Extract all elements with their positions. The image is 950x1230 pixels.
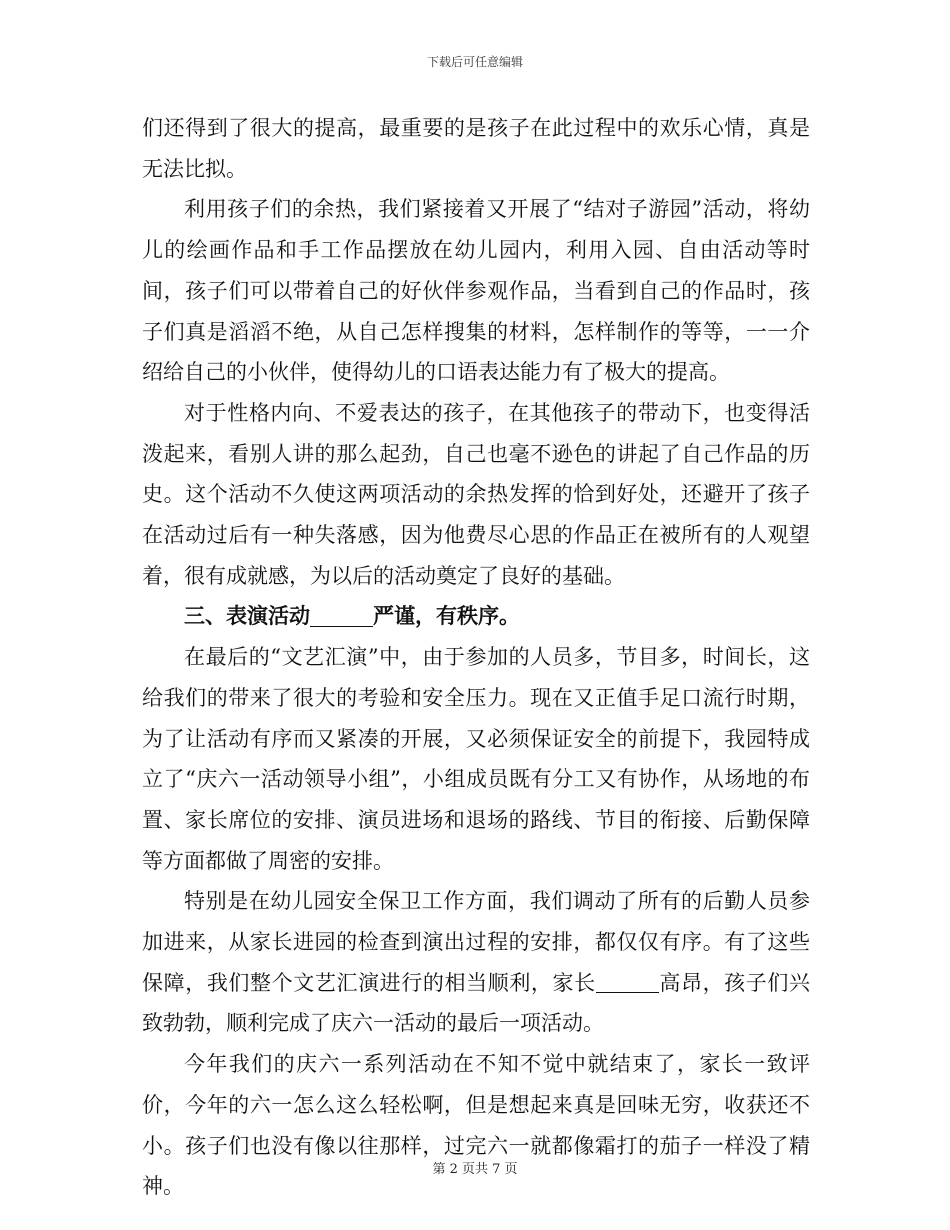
section-heading-part-a: 三、表演活动 <box>184 603 310 629</box>
paragraph-1: 们还得到了很大的提高，最重要的是孩子在此过程中的欢乐心情，真是无法比拟。 <box>142 116 810 181</box>
section-heading-part-b: 严谨，有秩序。 <box>373 603 520 629</box>
document-body <box>142 108 810 1207</box>
blank-line <box>596 971 659 993</box>
blank-line <box>310 605 373 627</box>
paragraph-4: 在最后的“文艺汇演”中，由于参加的人员多，节目多，时间长，这给我们的带来了很大的考验和安全压力。现在又正值手足口流行时期，为了让活动有序而又紧凑的开展，又必须保证安全的前提下，我园特成立了“庆六一活动领导小组”，小组成员既有分工又有协作，从场地的布置、家长席位的安排、演员进场和退场的路线、节目的衔接、后勤保障等方面都做了周密的安排。 <box>142 645 810 873</box>
page-header: 下载后可任意编辑 <box>426 55 523 69</box>
page-footer: 第 2 页共 7 页 <box>432 1162 518 1177</box>
paragraph-6: 今年我们的庆六一系列活动在不知不觉中就结束了，家长一致评价，今年的六一怎么这么轻松啊，但是想起来真是回味无穷，收获还不小。孩子们也没有像以往那样，过完六一就都像霜打的茄子一样没了精神。 <box>142 1052 810 1199</box>
paragraph-2: 利用孩子们的余热，我们紧接着又开展了“结对子游园”活动，将幼儿的绘画作品和手工作品摆放在幼儿园内，利用入园、自由活动等时间，孩子们可以带着自己的好伙伴参观作品，当看到自己的作品时，孩子们真是滔滔不绝，从自己怎样搜集的材料，怎样制作的等等，一一介绍给自己的小伙伴，使得幼儿的口语表达能力有了极大的提高。 <box>142 197 810 385</box>
paragraph-5-part-a: 特别是在幼儿园安全保卫工作方面，我们调动了所有的后勤人员参加进来，从家长进园的检查到演出过程的安排，都仅仅有序。有了这些保障，我们整个文艺汇演进行的相当顺利，家长 <box>142 889 810 995</box>
paragraph-5 <box>142 881 810 1044</box>
section-heading <box>142 596 810 637</box>
paragraph-3: 对于性格内向、不爱表达的孩子，在其他孩子的带动下，也变得活泼起来，看别人讲的那么起劲，自己也毫不逊色的讲起了自己作品的历史。这个活动不久使这两项活动的余热发挥的恰到好处，还避开了孩子在活动过后有一种失落感，因为他费尽心思的作品正在被所有的人观望着，很有成就感，为以后的活动奠定了良好的基础。 <box>142 400 810 588</box>
paragraph-5-part-b: 高昂，孩子们兴致勃勃，顺利完成了庆六一活动的最后一项活动。 <box>142 970 810 1036</box>
